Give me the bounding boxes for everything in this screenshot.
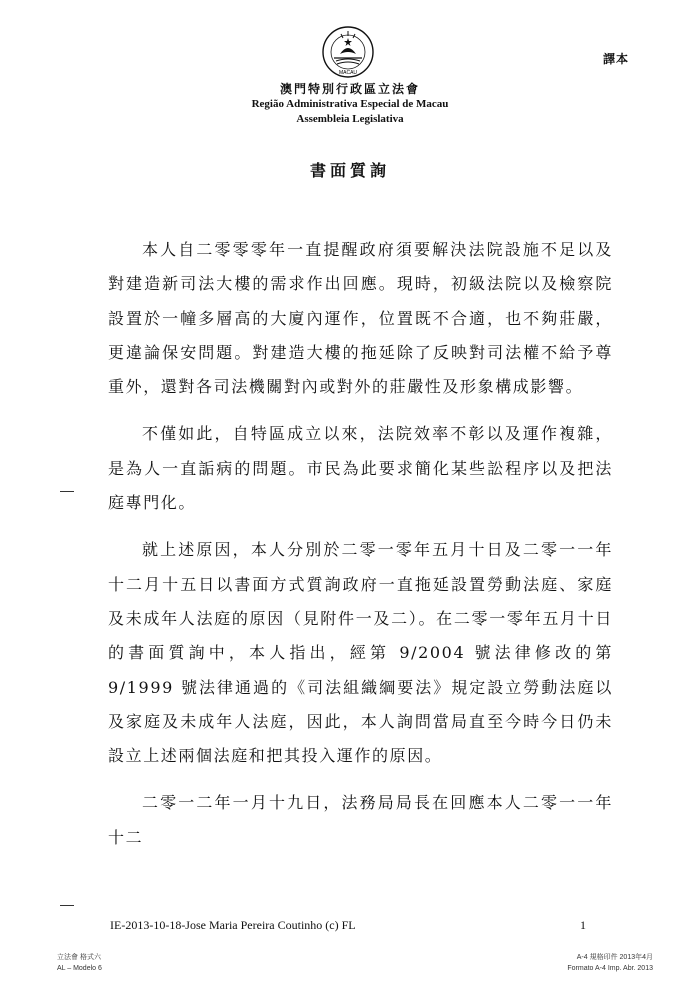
letterhead (0, 82, 700, 127)
emblem-caption: MACAU (338, 70, 358, 76)
margin-mark (60, 905, 74, 906)
document-id: IE-2013-10-18-Jose Maria Pereira Coutinho (c) FL (110, 918, 356, 932)
body-paragraph: 不僅如此，自特區成立以來，法院效率不彰以及運作複雜，是為人一直詬病的問題。市民為此要求簡化某些訟程序以及把法庭專門化。 (108, 424, 613, 513)
print-format-zh: A-4 規格印件 2013年4月 (576, 954, 653, 961)
assembly-emblem (322, 26, 374, 78)
body-paragraph: 就上述原因，本人分別於二零一零年五月十日及二零一一年十二月十五日以書面方式質詢政府一直拖延設置勞動法庭、家庭及未成年人法庭的原因（見附件一及二）。在二零一零年五月十日的書面質詢中，本人指出，經第 9/2004 號法律修改的第 9/1999 號法律通過的《司法組織綱要法》規定設立勞動法庭以及家庭及未成年人法庭，因此，本人詢問當局直至今時今日仍未設立上述兩個法庭和把其投入運作的原因。 (108, 540, 613, 766)
document-body (108, 233, 613, 868)
document-title: 書面質詢 (309, 161, 390, 180)
print-format-pt: Formato A-4 Imp. Abr. 2013 (567, 965, 653, 972)
page-number: 1 (580, 918, 586, 932)
letterhead-assembly-pt: Assembleia Legislativa (296, 113, 404, 125)
body-paragraph: 二零一二年一月十九日，法務局局長在回應本人二零一一年十二 (108, 793, 613, 847)
form-code-pt: AL – Modelo 6 (57, 965, 102, 972)
margin-mark (60, 491, 74, 492)
form-code (57, 952, 102, 974)
translation-tag: 譯本 (603, 52, 630, 66)
letterhead-region-pt: Região Administrativa Especial de Macau (251, 98, 449, 110)
print-format (560, 952, 653, 974)
body-paragraph: 本人自二零零零年一直提醒政府須要解決法院設施不足以及對建造新司法大樓的需求作出回應。現時，初級法院以及檢察院設置於一幢多層高的大廈內運作，位置既不合適，也不夠莊嚴，更違論保安問題。對建造大樓的拖延除了反映對司法權不給予尊重外，還對各司法機關對內或對外的莊嚴性及形象構成影響。 (108, 240, 613, 397)
form-code-zh: 立法會 格式六 (57, 954, 101, 961)
letterhead-name-zh: 澳門特別行政區立法會 (279, 82, 420, 96)
